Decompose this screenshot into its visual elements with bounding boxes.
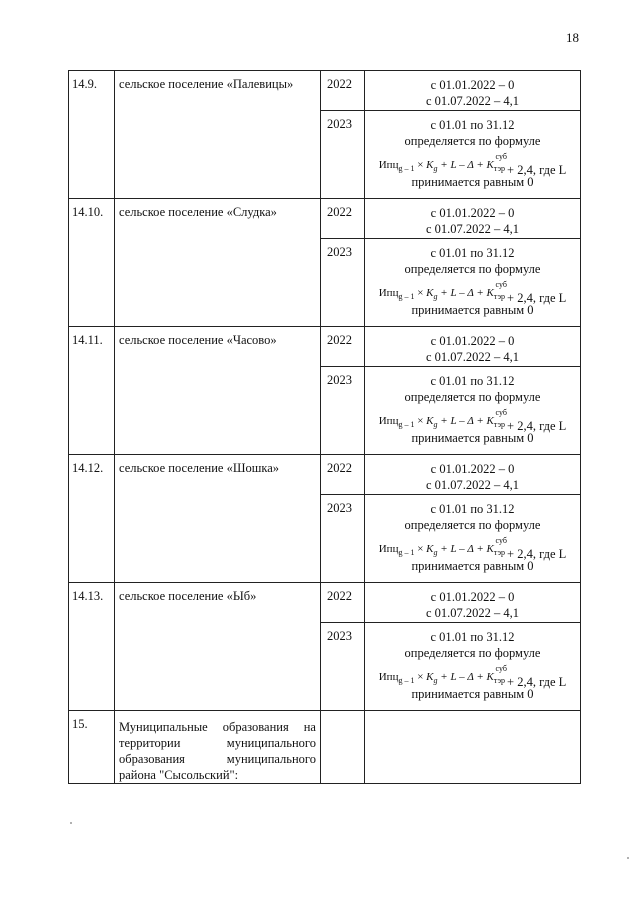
value-cell: с 01.01.2022 – 0 с 01.07.2022 – 4,1	[365, 199, 581, 239]
value-cell: с 01.01.2022 – 0 с 01.07.2022 – 4,1	[365, 327, 581, 367]
year-cell: 2023	[321, 623, 365, 711]
year-cell: 2022	[321, 583, 365, 623]
settlement-name: сельское поселение «Палевицы»	[115, 71, 321, 199]
table-row	[69, 327, 581, 367]
value-cell	[365, 711, 581, 784]
row-number: 14.13.	[69, 583, 115, 711]
year-cell: 2022	[321, 327, 365, 367]
row-number: 14.11.	[69, 327, 115, 455]
year-cell: 2023	[321, 367, 365, 455]
row-number: 14.12.	[69, 455, 115, 583]
scan-speck	[627, 857, 629, 859]
formula: $Ипц_{g - 1} \times K_g + L - \Delta + K$ суб $_{тэр}$ + 2,4, где L	[378, 279, 567, 305]
year-cell: 2023	[321, 111, 365, 199]
page-number: 18	[566, 30, 579, 45]
municipality-group-name: Муниципальные образования на территории муниципального образования муниципального района "Сысольский":	[115, 711, 321, 784]
row-number: 15.	[69, 711, 115, 784]
table-row	[69, 711, 581, 784]
table-row	[69, 583, 581, 623]
table-row	[69, 199, 581, 239]
value-cell: с 01.01 по 31.12 определяется по формуле $Ипц_{g - 1} \times K_g + L - \Delta + K$ суб $_{тэр}$ + 2,4, где L принимается равным 0	[365, 111, 581, 199]
row-number: 14.10.	[69, 199, 115, 327]
tariff-table	[68, 70, 581, 784]
value-cell: с 01.01 по 31.12 определяется по формуле $Ипц_{g - 1} \times K_g + L - \Delta + K$ суб $_{тэр}$ + 2,4, где L принимается равным 0	[365, 367, 581, 455]
value-cell: с 01.01.2022 – 0 с 01.07.2022 – 4,1	[365, 71, 581, 111]
settlement-name: сельское поселение «Шошка»	[115, 455, 321, 583]
row-number: 14.9.	[69, 71, 115, 199]
value-cell: с 01.01 по 31.12 определяется по формуле $Ипц_{g - 1} \times K_g + L - \Delta + K$ суб $_{тэр}$ + 2,4, где L принимается равным 0	[365, 623, 581, 711]
value-cell: с 01.01.2022 – 0 с 01.07.2022 – 4,1	[365, 583, 581, 623]
formula: $Ипц_{g - 1} \times K_g + L - \Delta + K$ суб $_{тэр}$ + 2,4, где L	[378, 535, 567, 561]
settlement-name: сельское поселение «Часово»	[115, 327, 321, 455]
table-row	[69, 455, 581, 495]
settlement-name: сельское поселение «Ыб»	[115, 583, 321, 711]
value-cell: с 01.01.2022 – 0 с 01.07.2022 – 4,1	[365, 455, 581, 495]
year-cell: 2023	[321, 239, 365, 327]
formula: $Ипц_{g - 1} \times K_g + L - \Delta + K$ суб $_{тэр}$ + 2,4, где L	[378, 663, 567, 689]
year-cell: 2022	[321, 71, 365, 111]
value-cell: с 01.01 по 31.12 определяется по формуле $Ипц_{g - 1} \times K_g + L - \Delta + K$ суб $_{тэр}$ + 2,4, где L принимается равным 0	[365, 495, 581, 583]
value-cell: с 01.01 по 31.12 определяется по формуле $Ипц_{g - 1} \times K_g + L - \Delta + K$ суб $_{тэр}$ + 2,4, где L принимается равным 0	[365, 239, 581, 327]
table-row	[69, 71, 581, 111]
year-cell: 2022	[321, 455, 365, 495]
year-cell	[321, 711, 365, 784]
formula: $Ипц_{g - 1} \times K_g + L - \Delta + K$ суб $_{тэр}$ + 2,4, где L	[378, 151, 567, 177]
formula: $Ипц_{g - 1} \times K_g + L - \Delta + K$ суб $_{тэр}$ + 2,4, где L	[378, 407, 567, 433]
settlement-name: сельское поселение «Слудка»	[115, 199, 321, 327]
scan-speck	[70, 822, 72, 824]
year-cell: 2023	[321, 495, 365, 583]
year-cell: 2022	[321, 199, 365, 239]
